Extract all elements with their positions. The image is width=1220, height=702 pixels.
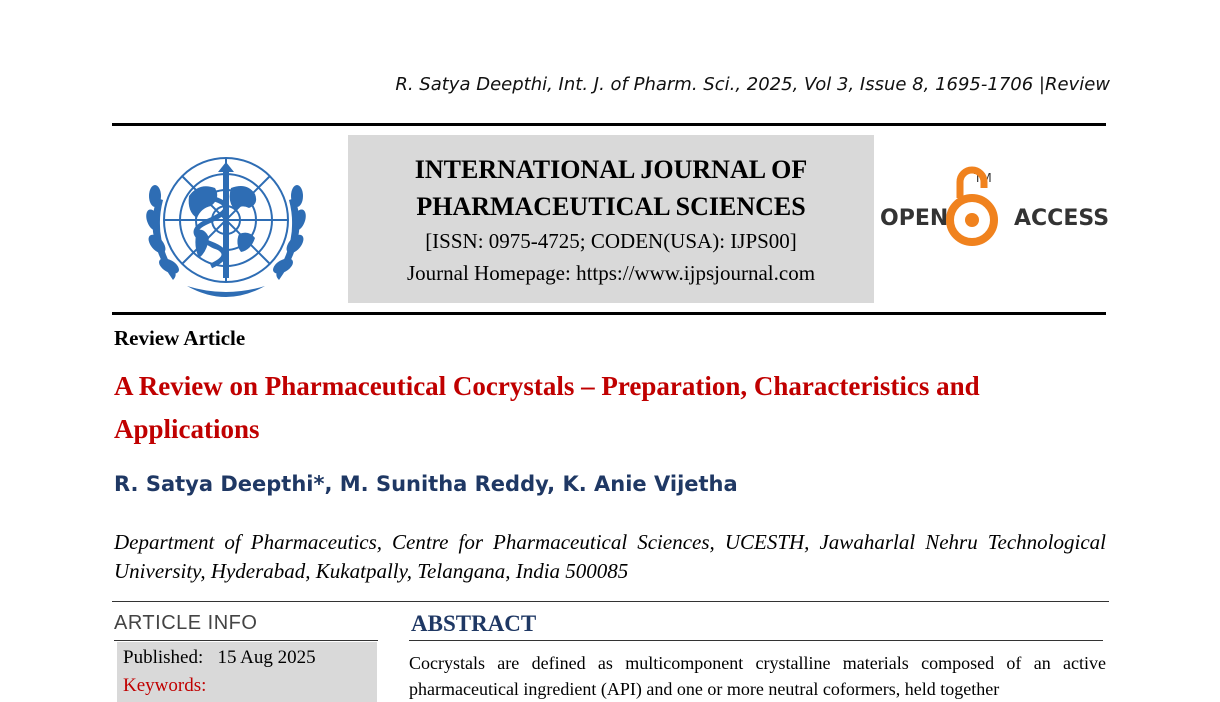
- article-info-heading: ARTICLE INFO: [114, 612, 258, 634]
- article-info-rule: [114, 640, 378, 641]
- abstract-text: Cocrystals are defined as multicomponent crystalline materials composed of an active pharmaceutical ingredient (API) and one or more neutral coformers, held together: [409, 653, 1106, 699]
- abstract-rule: [409, 640, 1103, 641]
- article-info-box: [117, 642, 377, 702]
- authors: R. Satya Deepthi*, M. Sunitha Reddy, K. Anie Vijetha: [114, 472, 738, 496]
- journal-logo: [127, 138, 325, 308]
- journal-title: [348, 151, 874, 225]
- abstract-heading: ABSTRACT: [411, 611, 537, 636]
- journal-title-line2: PHARMACEUTICAL SCIENCES: [416, 192, 806, 221]
- journal-issn: [ISSN: 0975-4725; CODEN(USA): IJPS00]: [425, 229, 797, 253]
- article-title: A Review on Pharmaceutical Cocrystals – Preparation, Characteristics and Applications: [114, 371, 980, 444]
- keywords-label: Keywords:: [123, 675, 207, 696]
- section-divider: [112, 601, 1109, 602]
- open-access-access-text: ACCESS: [1014, 206, 1108, 231]
- journal-info-box: [348, 135, 874, 303]
- open-lock-icon: [950, 170, 994, 242]
- open-access-open-text: OPEN: [880, 206, 949, 231]
- open-access-tm-text: TM: [974, 171, 992, 185]
- un-emblem-icon: [127, 138, 325, 308]
- running-head: R. Satya Deepthi, Int. J. of Pharm. Sci., 2025, Vol 3, Issue 8, 1695-1706 |Review: [395, 74, 1110, 95]
- open-access-logo: [878, 164, 1108, 256]
- published-row: [123, 644, 371, 672]
- published-value: 15 Aug 2025: [217, 647, 316, 668]
- published-label: Published:: [123, 647, 204, 668]
- journal-title-line1: INTERNATIONAL JOURNAL OF: [414, 155, 808, 184]
- article-type: Review Article: [114, 326, 246, 350]
- header-top-rule: [112, 123, 1106, 126]
- journal-homepage: Journal Homepage: https://www.ijpsjournal.com: [406, 261, 816, 285]
- affiliation: Department of Pharmaceutics, Centre for Pharmaceutical Sciences, UCESTH, Jawaharlal Nehru Technological University, Hyderabad, Kukatpally, Telangana, India 500085: [114, 530, 1106, 583]
- header-bottom-rule: [112, 312, 1106, 315]
